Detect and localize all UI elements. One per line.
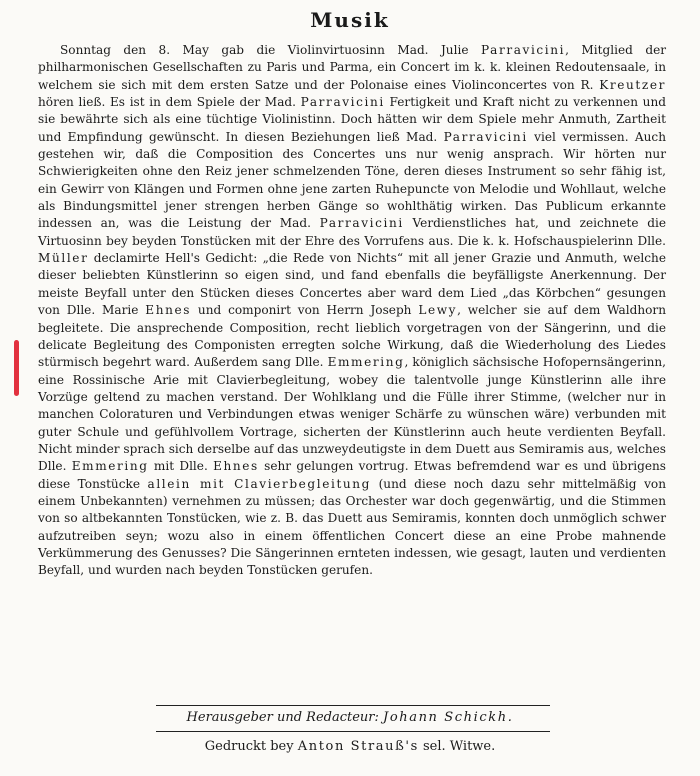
printer-suffix: sel. Witwe. [418, 739, 496, 754]
spaced-name: Emmering [71, 459, 149, 474]
spaced-name: Parravicini [443, 129, 528, 144]
spaced-name: Lewy [418, 303, 458, 318]
section-title: Musik [310, 8, 390, 32]
printer-line [0, 739, 700, 755]
article-text: hören ließ. Es ist in dem Spiele der Mad. [38, 95, 301, 110]
spaced-name: Parravicini [480, 43, 566, 57]
article-text: Verdienstliches hat, und zeichnete die Virtuosinn bey beyden Tonstücken mit der Ehre des Vorrufens aus. Die k. k. Hofschauspielerinn Dlle. [38, 216, 666, 248]
spaced-name: Parravicini [300, 95, 385, 110]
article-text: mit Dlle. [148, 459, 214, 474]
article-text: , königlich sächsische Hofopernsängerinn, eine Rossinische Arie mit Clavierbegleitung, wobey die talentvolle junge Künstlerinn alle ihre Vorzüge geltend zu machen verstand. Der Wohlklang und die Fülle ihrer Stimme, (welcher nur in manchen Coloraturen und Verbindungen etwas weniger Schärfe zu wünschen wäre) verbunden mit guter Schule und gefühlvollem Vortrage, sicherten der Künstlerinn auch heute verdienten Beyfall. Nicht minder sprach sich derselbe auf das unzweydeutigste in dem Duett aus Semiramis aus, welches Dlle. [38, 355, 667, 474]
divider-bottom [156, 731, 550, 732]
spaced-name: Emmering [327, 355, 405, 370]
highlight-marker [14, 340, 19, 396]
editor-label: Herausgeber und Redacteur: [186, 710, 384, 725]
article-text: (und diese noch dazu sehr mittelmäßig von einem Unbekannten) vernehmen zu müssen; das Orchester war doch gegenwärtig, und die Stimmen von so altbekannten Tonstücken, wie z. B. das Duett aus Semiramis, konnten doch unmöglich schwer aufzutreiben seyn; wozu also in einem öffentlichen Concert diese an eine Probe mahnende Verkümmerung des Genusses? Die Sängerinnen ernteten indessen, wie gesagt, lauten und verdienten Beyfall, und wurden nach beyden Tonstücken gerufen. [38, 476, 666, 578]
article-text: Fertigkeit und Kraft nicht zu verkennen und sie bewährte sich als eine tüchtige Violinistinn. Doch hätten wir dem Spiele mehr Anmuth, Zartheit und Empfindung gewünscht. In diesen Beziehungen ließ Mad. [38, 95, 666, 144]
article-text: Sonntag den 8. May gab die Violinvirtuosinn Mad. Julie [60, 43, 481, 57]
spaced-name: Ehnes [213, 459, 259, 474]
article-text: viel vermissen. Auch gestehen wir, daß die Composition des Concertes uns nur wenig ansprach. Wir hörten nur Schwierigkeiten ohne den Reiz jener schmelzenden Töne, deren dieses Instrument so sehr fähig ist, ein Gewirr von Klängen und Formen ohne jene zarten Ruhepuncte von Melodie und Wohllaut, welche als Bindungsmittel jener strengen herben Gänge so wohlthätig wirken. Das Publicum erkannte indessen an, was die Leistung der Mad. [38, 129, 666, 231]
spaced-name: Müller [38, 251, 89, 266]
article-body [38, 42, 666, 580]
spaced-phrase: allein mit Clavierbegleitung [147, 476, 372, 491]
article-text: declamirte Hell's Gedicht: „die Rede von Nichts“ mit all jener Grazie und Anmuth, welche dieser beliebten Künstlerinn so eigen sind, und fand ebenfalls die beyfälligste Anerkennung. Der meiste Beyfall unter den Stücken dieses Concertes aber ward dem Lied „das Körbchen“ gesungen von Dlle. Marie [38, 251, 666, 318]
spaced-name: Ehnes [145, 303, 192, 318]
article-text: , Mitglied der philharmonischen Gesellschaften zu Paris und Parma, ein Concert im k. k. kleinen Redoutensaale, in welchem sie sich mit dem ersten Satze und der Polonaise eines Violinconcertes von R. [38, 43, 667, 92]
divider-top [156, 705, 550, 706]
printer-label: Gedruckt bey [204, 739, 298, 754]
editor-name: Johann Schickh. [383, 710, 514, 725]
article-text: sehr gelungen vortrug. Etwas befremdend war es und übrigens diese Tonstücke [38, 459, 666, 491]
spaced-name: Kreutzer [599, 77, 666, 92]
article-text: , welcher sie auf dem Waldhorn begleitete. Die ansprechende Composition, recht lieblich vorgetragen von der Sängerinn, und die delicate Begleitung des Componisten erregten solche Wirkung, daß die Wiederholung des Liedes stürmisch begehrt ward. Außerdem sang Dlle. [38, 303, 666, 370]
editor-line [0, 710, 700, 726]
spaced-name: Parravicini [319, 216, 404, 231]
printer-name: Anton Strauß's [297, 739, 419, 754]
article-text: und componirt von Herrn Joseph [191, 303, 419, 318]
